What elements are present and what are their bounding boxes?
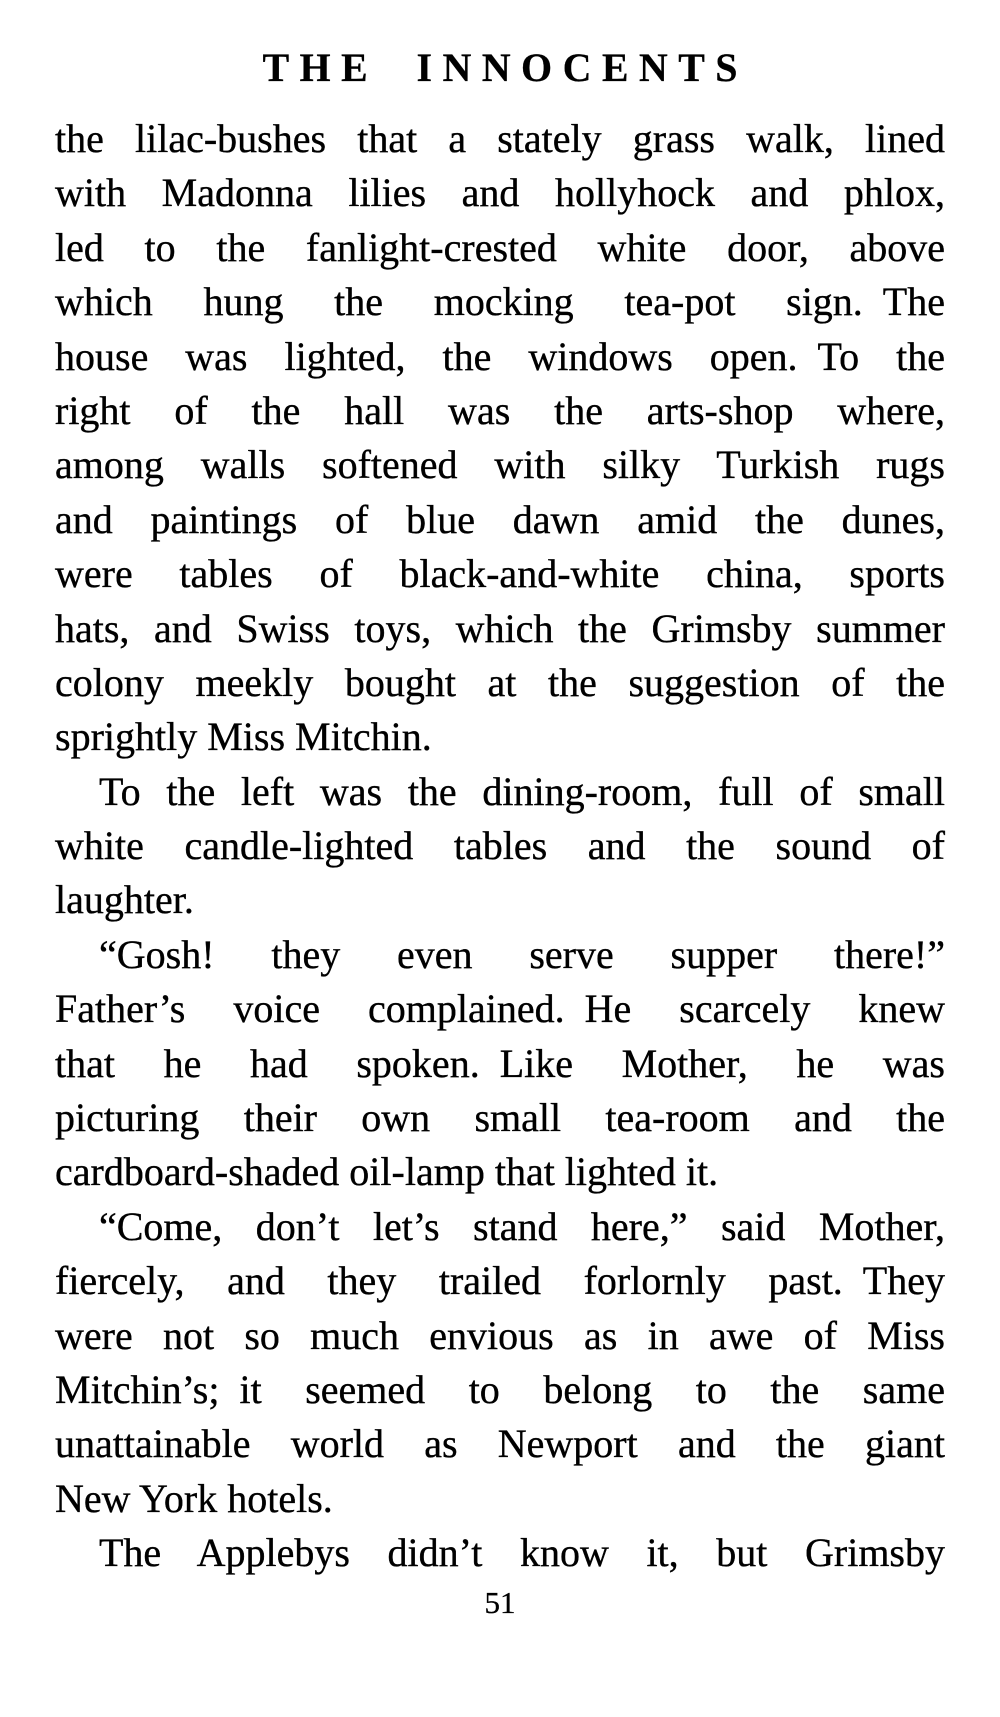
text-line: and paintings of blue dawn amid the dunes, (55, 496, 945, 542)
text-line: that he had spoken. Like Mother, he was (55, 1040, 945, 1086)
text-line: New York hotels. (55, 1475, 333, 1521)
text-line: “Come, don’t let’s stand here,” said Mother, (99, 1203, 945, 1249)
text-line: which hung the mocking tea-pot sign. The (55, 279, 945, 325)
text-line: picturing their own small tea-room and the (55, 1095, 945, 1141)
text-line: right of the hall was the arts-shop where, (55, 387, 945, 433)
paragraph (55, 928, 945, 1200)
text-line: cardboard-shaded oil-lamp that lighted it. (55, 1149, 719, 1195)
page-number: 51 (484, 1584, 516, 1620)
text-line: were tables of black-and-white china, sports (55, 551, 945, 597)
text-line: To the left was the dining-room, full of small (99, 768, 945, 814)
text-line: fiercely, and they trailed forlornly past. They (55, 1258, 945, 1304)
page-body (0, 112, 1000, 1581)
text-line: hats, and Swiss toys, which the Grimsby summer (55, 605, 945, 651)
text-line: led to the fanlight-crested white door, above (55, 224, 945, 270)
paragraph (55, 112, 945, 765)
paragraph (55, 1200, 945, 1526)
text-line: “Gosh! they even serve supper there!” (99, 931, 945, 977)
text-line: the lilac-bushes that a stately grass walk, lined (55, 116, 945, 161)
text-line: house was lighted, the windows open. To the (55, 333, 945, 379)
paragraph (55, 765, 945, 928)
text-line: white candle-lighted tables and the sound of (55, 823, 945, 869)
text-line: among walls softened with silky Turkish rugs (55, 442, 945, 488)
text-line: laughter. (55, 877, 194, 923)
text-line: colony meekly bought at the suggestion of the (55, 659, 945, 705)
running-header: THE INNOCENTS (262, 45, 748, 90)
text-line: sprightly Miss Mitchin. (55, 714, 432, 760)
paragraph (55, 1526, 945, 1580)
text-line: Father’s voice complained. He scarcely knew (55, 986, 945, 1032)
text-line: were not so much envious as in awe of Miss (55, 1312, 945, 1358)
text-line: The Applebys didn’t know it, but Grimsby (99, 1530, 945, 1576)
text-line: with Madonna lilies and hollyhock and phlox, (55, 170, 945, 216)
text-line: unattainable world as Newport and the giant (55, 1421, 945, 1467)
text-line: Mitchin’s; it seemed to belong to the same (55, 1366, 945, 1412)
